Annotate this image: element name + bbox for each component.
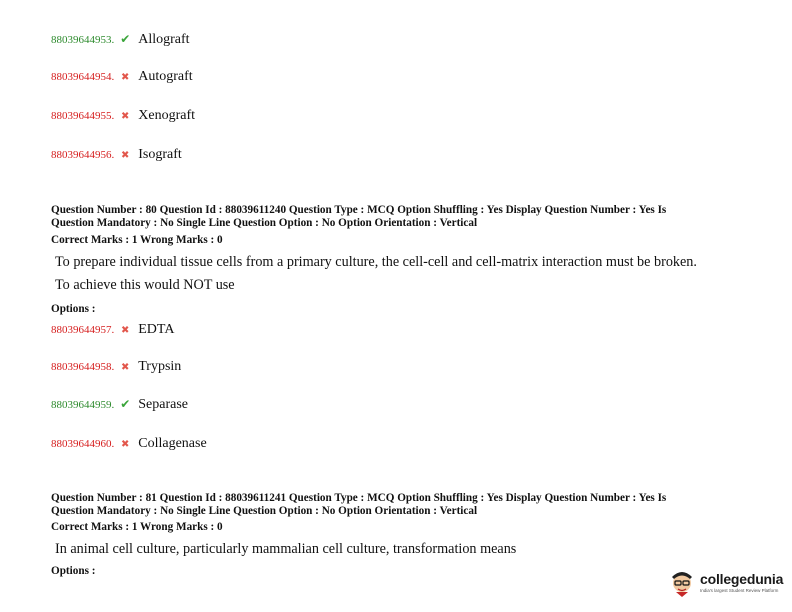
question-text: [55, 251, 775, 297]
option-row: [51, 32, 190, 52]
brand-tagline: India's largest Student Review Platform: [700, 588, 779, 593]
cross-icon: ✖: [121, 150, 130, 161]
question-header: [51, 492, 751, 518]
mascot-icon: [668, 567, 696, 597]
option-id: 88039644955.: [51, 110, 115, 122]
option-id: 88039644956.: [51, 149, 115, 161]
option-row: [51, 359, 181, 379]
option-text: EDTA: [138, 322, 175, 337]
option-id: 88039644960.: [51, 438, 115, 450]
option-text: Separase: [138, 397, 189, 412]
question-header-line: Question Number : 81 Question Id : 88039611241 Question Type : MCQ Option Shuffling : Yes Display Question Number : Yes Is: [51, 492, 667, 504]
brand-name: collegedunia: [700, 571, 784, 587]
option-id: 88039644959.: [51, 399, 115, 411]
cross-icon: ✖: [121, 362, 130, 373]
question-header-line: Question Mandatory : No Single Line Question Option : No Option Orientation : Vertical: [51, 217, 478, 229]
question-text-line: In animal cell culture, particularly mammalian cell culture, transformation means: [55, 541, 517, 557]
option-id: 88039644958.: [51, 361, 115, 373]
brand-logo: [668, 560, 788, 604]
options-label: Options :: [51, 565, 96, 577]
option-text: Autograft: [138, 69, 193, 84]
question-text-line: To prepare individual tissue cells from a primary culture, the cell-cell and cell-matrix interaction must be broken.: [55, 254, 697, 270]
option-text: Isograft: [138, 147, 182, 162]
check-icon: ✔: [120, 32, 131, 46]
check-icon: ✔: [120, 397, 131, 411]
question-header-line: Question Number : 80 Question Id : 88039611240 Question Type : MCQ Option Shuffling : Yes Display Question Number : Yes Is: [51, 204, 667, 216]
option-row: [51, 322, 174, 342]
option-row: [51, 397, 188, 417]
option-text: Xenograft: [138, 108, 196, 123]
cross-icon: ✖: [121, 72, 130, 83]
options-label: Options :: [51, 303, 96, 315]
option-id: 88039644957.: [51, 324, 115, 336]
cross-icon: ✖: [121, 325, 130, 336]
question-header: [51, 204, 751, 230]
option-text: Trypsin: [138, 359, 182, 374]
marks-line: Correct Marks : 1 Wrong Marks : 0: [51, 234, 223, 246]
brand-text: [700, 571, 783, 593]
option-row: [51, 436, 207, 456]
option-row: [51, 147, 182, 167]
question-text-line: To achieve this would NOT use: [55, 277, 235, 293]
question-header-line: Question Mandatory : No Single Line Question Option : No Option Orientation : Vertical: [51, 505, 478, 517]
cross-icon: ✖: [121, 439, 130, 450]
option-id: 88039644953.: [51, 34, 115, 46]
option-text: Allograft: [138, 32, 190, 47]
cross-icon: ✖: [121, 111, 130, 122]
option-text: Collagenase: [138, 436, 207, 451]
option-row: [51, 108, 195, 128]
question-text: [55, 538, 775, 561]
option-row: [51, 69, 193, 89]
marks-line: Correct Marks : 1 Wrong Marks : 0: [51, 521, 223, 533]
option-id: 88039644954.: [51, 71, 115, 83]
